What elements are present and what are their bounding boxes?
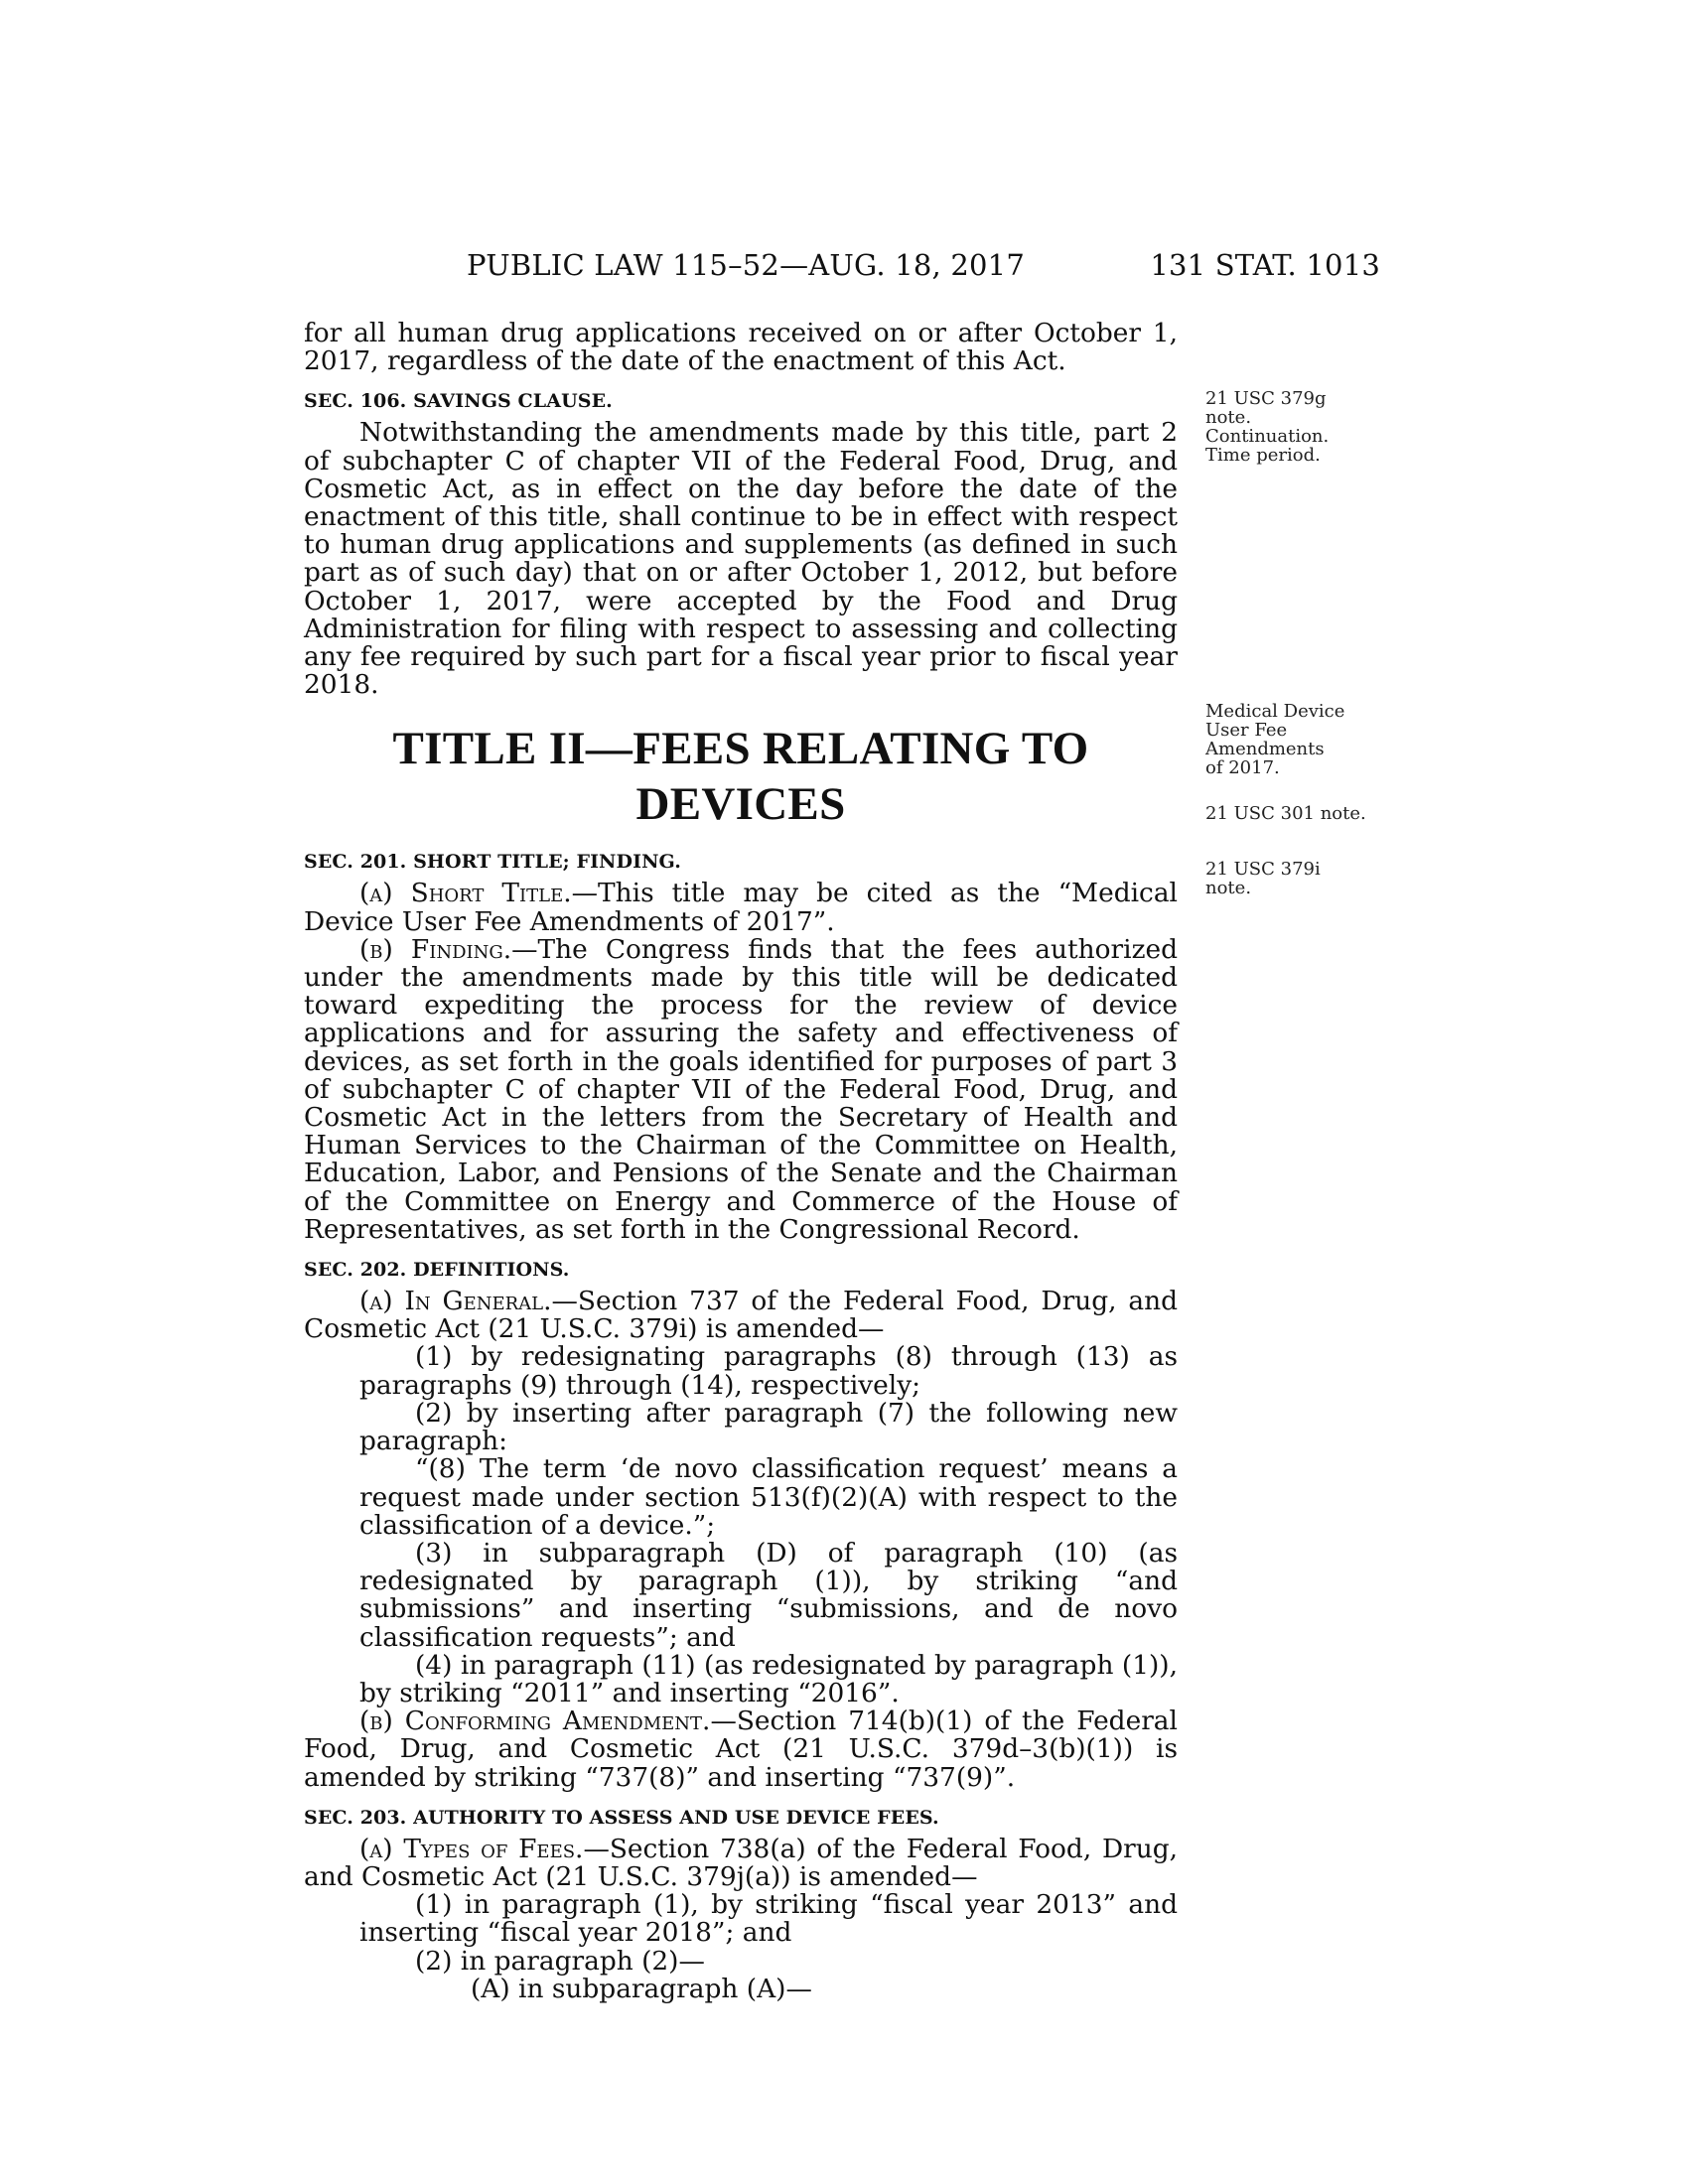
margin-note-line: Medical Device <box>1205 701 1345 722</box>
margin-note-line: note. <box>1205 407 1252 428</box>
margin-note-sec-201-a <box>1205 804 1394 823</box>
statute-page-number: 131 STAT. 1013 <box>1150 248 1380 282</box>
margin-note-sec-201-b <box>1205 860 1394 897</box>
sec-202-b-label: (b) Conforming Amendment. <box>359 1706 711 1737</box>
margin-note-line: note. <box>1205 878 1252 898</box>
margin-note-line: User Fee <box>1205 720 1288 741</box>
sec-202-a-4: (4) in paragraph (11) (as redesignated by paragraph (1)), by striking “2011” and inserting “2016”. <box>359 1649 1178 1708</box>
sec-202-a-1: (1) by redesignating paragraphs (8) through (13) as paragraphs (9) through (14), respectively; <box>359 1341 1178 1401</box>
margin-note-sec-106 <box>1205 389 1394 465</box>
sec-203-a <box>304 1833 1178 1892</box>
sec-203-a-1: (1) in paragraph (1), by striking “fiscal year 2013” and inserting “fiscal year 2018”; and <box>359 1889 1178 1949</box>
sec-203-heading: SEC. 203. AUTHORITY TO ASSESS AND USE DEVICE FEES. <box>304 1806 939 1829</box>
sec-203-a-2-A: (A) in subparagraph (A)— <box>471 1973 812 2004</box>
sec-106-text: Notwithstanding the amendments made by this title, part 2 of subchapter C of chapter VII of the Federal Food, Drug, and Cosmetic Act, as in effect on the day before the date of the enactment of this title, shall continue to be in effect with respect to human drug applications and supplements (as defined in such part as of such day) that on or after October 1, 2012, but before October 1, 2017, were accepted by the Food and Drug Administration for filing with respect to assessing and collecting any fee required by such part for a fiscal year prior to fiscal year 2018. <box>304 417 1178 701</box>
sec-202-a <box>304 1288 1178 1343</box>
sec-201-b <box>304 933 1178 1245</box>
margin-note-title-ii <box>1205 702 1394 777</box>
margin-note-line: Continuation. <box>1205 426 1330 447</box>
sec-106-heading: SEC. 106. SAVINGS CLAUSE. <box>304 390 613 413</box>
title-ii-heading: TITLE II—FEES RELATING TO DEVICES <box>392 723 1089 831</box>
margin-note-line: 21 USC 301 note. <box>1205 803 1366 824</box>
margin-note-line: Time period. <box>1205 445 1321 466</box>
sec-203-a-text: —Section 738(a) of the Federal Food, Drug, and Cosmetic Act (21 U.S.C. 379j(a)) is amended— <box>304 1833 1178 1892</box>
margin-note-line: 21 USC 379g <box>1205 388 1327 409</box>
public-law-citation: PUBLIC LAW 115–52—AUG. 18, 2017 <box>467 248 1025 282</box>
sec-202-a-label: (a) In General. <box>359 1286 552 1317</box>
sec-201-a <box>304 880 1178 935</box>
sec-202-a-text: —Section 737 of the Federal Food, Drug, and Cosmetic Act (21 U.S.C. 379i) is amended— <box>304 1286 1178 1345</box>
sec-202-b <box>304 1707 1178 1792</box>
sec-202-a-2: (2) by inserting after paragraph (7) the following new paragraph: <box>359 1397 1178 1457</box>
sec-202-a-2-quote: “(8) The term ‘de novo classification request’ means a request made under section 513(f)(2)(A) with respect to the classification of a device.”; <box>359 1453 1178 1541</box>
sec-202-b-text: —Section 714(b)(1) of the Federal Food, Drug, and Cosmetic Act (21 U.S.C. 379d–3(b)(1)) is amended by striking “737(8)” and inserting “737(9)”. <box>304 1706 1178 1793</box>
sec-201-heading: SEC. 201. SHORT TITLE; FINDING. <box>304 851 681 874</box>
margin-note-line: 21 USC 379i <box>1205 859 1321 880</box>
sec-201-a-text: —This title may be cited as the “Medical Device User Fee Amendments of 2017”. <box>304 878 1178 937</box>
sec-201-b-label: (b) Finding. <box>359 933 512 965</box>
document-body <box>304 320 1178 2003</box>
margin-note-line: Amendments <box>1205 739 1325 759</box>
sec-202-heading: SEC. 202. DEFINITIONS. <box>304 1259 570 1282</box>
sec-203-a-label: (a) Types of Fees. <box>359 1833 584 1864</box>
sec-201-b-text: —The Congress finds that the fees authorized under the amendments made by this title will be dedicated toward expediting the process for the review of device applications and for assuring the safety and effectiveness of devices, as set forth in the goals identified for purposes of part 3 of subchapter C of chapter VII of the Federal Food, Drug, and Cosmetic Act in the letters from the Secretary of Health and Human Services to the Chairman of the Committee on Health, Education, Labor, and Pensions of the Senate and the Chairman of the Committee on Energy and Commerce of the House of Representatives, as set forth in the Congressional Record. <box>304 933 1178 1245</box>
intro-paragraph: for all human drug applications received on or after October 1, 2017, regardless of the date of the enactment of this Act. <box>304 318 1178 377</box>
margin-note-line: of 2017. <box>1205 757 1280 778</box>
sec-201-a-label: (a) Short Title. <box>359 878 572 909</box>
sec-203-a-2: (2) in paragraph (2)— <box>415 1945 705 1977</box>
sec-202-a-3: (3) in subparagraph (D) of paragraph (10) (as redesignated by paragraph (1)), by striking “and submissions” and inserting “submissions, and de novo classification requests”; and <box>359 1537 1178 1653</box>
running-header <box>467 248 1380 288</box>
